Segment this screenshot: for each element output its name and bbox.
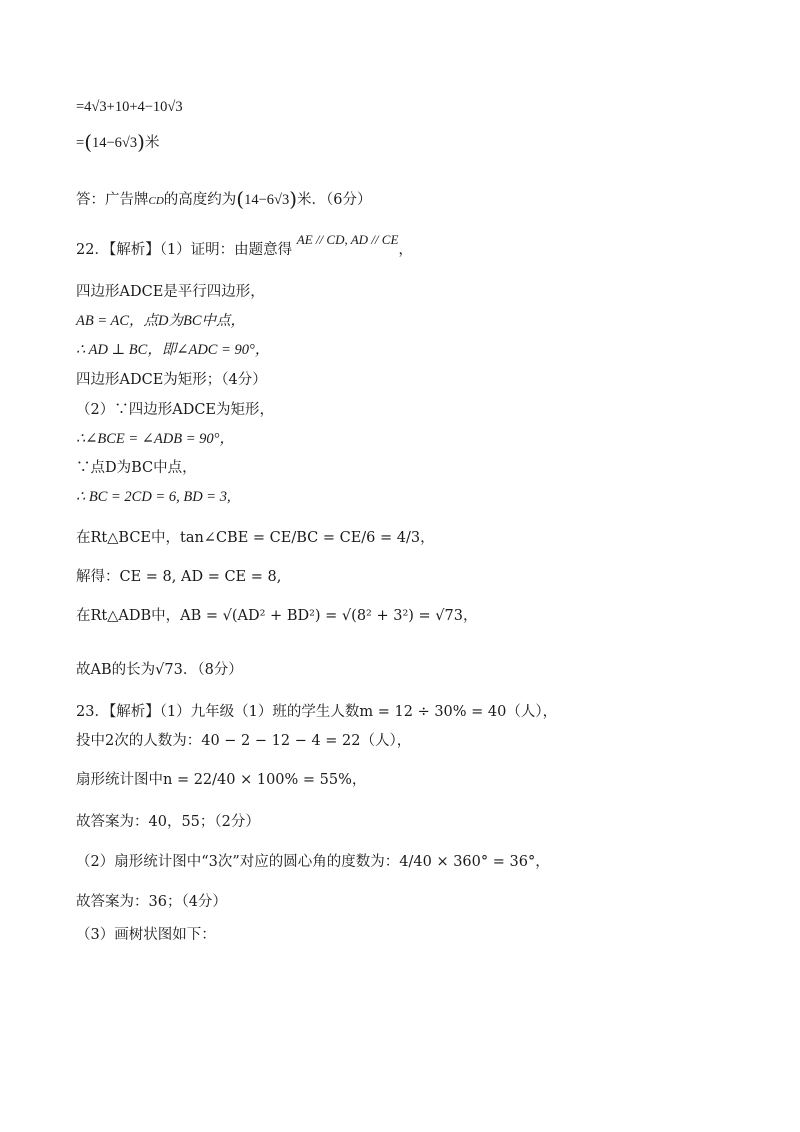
q22-text-6: （2）∵四边形ADCE为矩形， <box>76 402 275 418</box>
q22-line-8 <box>76 458 197 478</box>
q22-text-5: 四边形ADCE为矩形；（4分） <box>76 372 267 388</box>
q22-text-10: 在Rt△BCE中，tan∠CBE = CE/BC = CE/6 = 4/3， <box>76 530 435 546</box>
q22-line-11 <box>76 567 281 587</box>
q23-line-2 <box>76 731 411 751</box>
q22-line-3 <box>76 311 245 331</box>
q22-line-2 <box>76 282 265 302</box>
calc-expression: =4√3+10+4−10√3 <box>76 99 183 115</box>
q22-line-13 <box>76 660 243 680</box>
q23-line-6 <box>76 892 227 912</box>
q22-text-2: 四边形ADCE是平行四边形， <box>76 284 265 300</box>
calc-line-2: =(14−6√3)米 <box>76 130 160 154</box>
q22-line-7 <box>76 429 234 449</box>
q23-text-7: （3）画树状图如下： <box>76 927 216 943</box>
q23-line-4 <box>76 812 260 832</box>
answer-expr: 14−6√3 <box>244 192 290 208</box>
q22-text-8: ∵点D为BC中点， <box>76 460 197 476</box>
q22-line-4 <box>76 340 269 360</box>
q23-line-5 <box>76 852 550 872</box>
q23-text-2: 投中2次的人数为：40 − 2 − 12 − 4 = 22（人）， <box>76 733 412 749</box>
q23-line-7 <box>76 925 216 945</box>
q22-condition: AE // CD, AD // CE <box>296 232 399 247</box>
answer-mid: 的高度约为 <box>163 192 237 208</box>
q22-line-9 <box>76 487 231 507</box>
q22-heading: 22．【解析】（1）证明：由题意得 AE // CD, AD // CE， <box>76 232 413 258</box>
unit: 米 <box>144 135 160 151</box>
q23-text-1: 23．【解析】（1）九年级（1）班的学生人数m = 12 ÷ 30% = 40（人）， <box>76 704 558 720</box>
q22-text-4: ∴ AD ⊥ BC，即∠ADC = 90°， <box>76 342 270 358</box>
answer-suffix: 米．（6分） <box>297 192 372 208</box>
q22-line-5 <box>76 370 267 390</box>
q22-text-7: ∴∠BCE = ∠ADB = 90°， <box>76 431 234 447</box>
answer-prefix: 答：广告牌 <box>76 192 149 208</box>
q23-text-5: （2）扇形统计图中“3次”对应的圆心角的度数为：4/40 × 360° = 36°， <box>76 854 550 870</box>
q22-line-6 <box>76 400 274 420</box>
q22-line-10 <box>76 528 435 548</box>
q22-label: 22．【解析】（1）证明：由题意得 <box>76 242 293 258</box>
q23-line-3 <box>76 770 366 790</box>
q22-line-12 <box>76 606 478 626</box>
q22-text-11: 解得：CE = 8, AD = CE = 8, <box>76 569 282 585</box>
q22-text-3: AB = AC，点D为BC中点， <box>76 313 246 329</box>
q23-text-4: 故答案为：40，55；（2分） <box>76 814 260 830</box>
q23-text-3: 扇形统计图中n = 22/40 × 100% = 55%， <box>76 772 367 788</box>
cd-label: CD <box>148 195 164 207</box>
q23-line-1 <box>76 702 557 722</box>
calc-line-1 <box>76 97 183 117</box>
calc-result: 14−6√3 <box>92 135 138 151</box>
q23-text-6: 故答案为：36；（4分） <box>76 894 227 910</box>
answer-line: 答：广告牌CD的高度约为(14−6√3)米．（6分） <box>76 187 372 211</box>
q22-text-13: 故AB的长为√73．（8分） <box>76 662 243 678</box>
q22-text-12: 在Rt△ADB中，AB = √(AD² + BD²) = √(8² + 3²) = √73， <box>76 608 478 624</box>
q22-text-9: ∴ BC = 2CD = 6, BD = 3, <box>76 489 231 505</box>
